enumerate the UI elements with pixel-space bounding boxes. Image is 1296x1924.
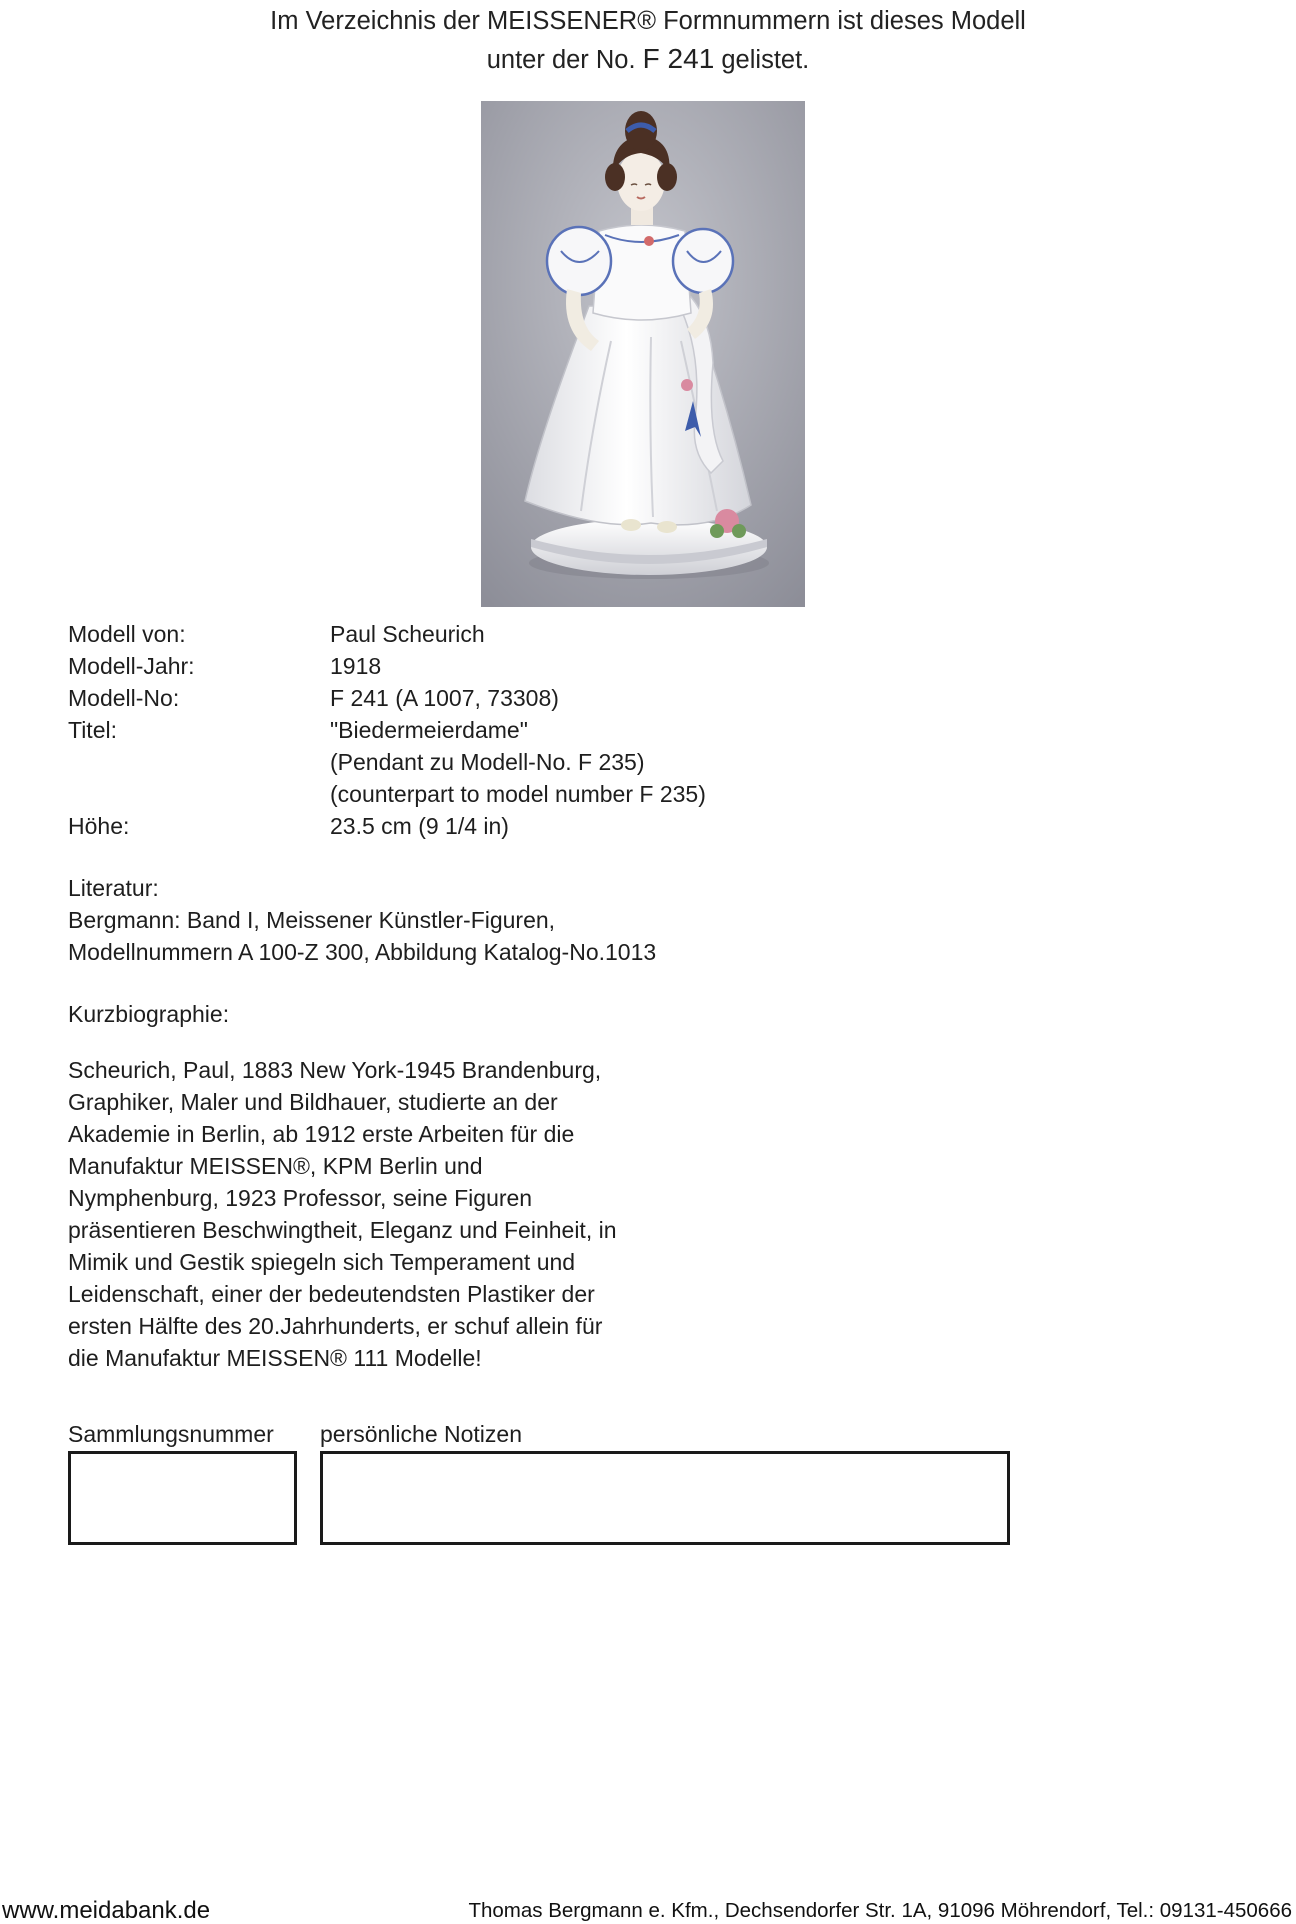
collection-number-box[interactable] bbox=[68, 1451, 297, 1545]
detail-value: (Pendant zu Modell-No. F 235) bbox=[330, 749, 645, 775]
biography-line: Graphiker, Maler und Bildhauer, studierte an der bbox=[68, 1089, 558, 1115]
detail-label bbox=[68, 746, 330, 778]
personal-notes-box[interactable] bbox=[320, 1451, 1010, 1545]
detail-value: Paul Scheurich bbox=[330, 621, 485, 647]
header-model-number: F 241 bbox=[642, 43, 715, 74]
biography-line: Nymphenburg, 1923 Professor, seine Figuren bbox=[68, 1185, 533, 1211]
literature-title: Literatur: bbox=[68, 875, 159, 901]
figurine-illustration bbox=[481, 101, 805, 607]
detail-label: Modell von: bbox=[68, 621, 186, 647]
detail-value: 1918 bbox=[330, 653, 382, 679]
literature-text bbox=[68, 904, 656, 968]
biography-line: ersten Hälfte des 20.Jahrhunderts, er schuf allein für bbox=[68, 1313, 603, 1339]
detail-value: "Biedermeierdame" bbox=[330, 717, 528, 743]
detail-row-height bbox=[68, 810, 706, 842]
detail-row-author bbox=[68, 618, 706, 650]
biography-line: Manufaktur MEISSEN®, KPM Berlin und bbox=[68, 1153, 483, 1179]
page-header bbox=[0, 2, 1296, 79]
detail-row-counterpart bbox=[68, 778, 706, 810]
detail-value: 23.5 cm (9 1/4 in) bbox=[330, 813, 509, 839]
detail-row-year bbox=[68, 650, 706, 682]
biography-title: Kurzbiographie: bbox=[68, 1001, 230, 1027]
header-line-2-suffix: gelistet. bbox=[721, 46, 810, 74]
footer-website[interactable]: www.meidabank.de bbox=[2, 1897, 211, 1924]
biography-line: Mimik und Gestik spiegeln sich Temperament und bbox=[68, 1249, 576, 1275]
biography-line: Scheurich, Paul, 1883 New York-1945 Brandenburg, bbox=[68, 1057, 602, 1083]
figurine-photo bbox=[481, 101, 805, 607]
detail-value: F 241 (A 1007, 73308) bbox=[330, 685, 559, 711]
literature-line: Bergmann: Band I, Meissener Künstler-Figuren, bbox=[68, 907, 556, 933]
biography-line: Akademie in Berlin, ab 1912 erste Arbeiten für die bbox=[68, 1121, 575, 1147]
header-line-2-prefix: unter der No. bbox=[486, 46, 636, 74]
detail-label: Modell-No: bbox=[68, 685, 180, 711]
footer-address: Thomas Bergmann e. Kfm., Dechsendorfer Str. 1A, 91096 Möhrendorf, Tel.: 09131-450666 bbox=[468, 1899, 1292, 1922]
personal-notes-label: persönliche Notizen bbox=[320, 1421, 523, 1447]
detail-row-pendant bbox=[68, 746, 706, 778]
detail-label: Höhe: bbox=[68, 813, 130, 839]
biography-line: präsentieren Beschwingtheit, Eleganz und Feinheit, in bbox=[68, 1217, 617, 1243]
literature-line: Modellnummern A 100-Z 300, Abbildung Katalog-No.1013 bbox=[68, 939, 657, 965]
detail-label: Titel: bbox=[68, 717, 117, 743]
collection-number-label: Sammlungsnummer bbox=[68, 1421, 274, 1447]
header-line-1: Im Verzeichnis der MEISSENER® Formnummern ist dieses Modell bbox=[270, 7, 1026, 35]
detail-row-model-no bbox=[68, 682, 706, 714]
detail-value: (counterpart to model number F 235) bbox=[330, 781, 706, 807]
biography-text bbox=[68, 1054, 617, 1374]
detail-row-title bbox=[68, 714, 706, 746]
detail-label: Modell-Jahr: bbox=[68, 653, 195, 679]
detail-label bbox=[68, 778, 330, 810]
biography-line: Leidenschaft, einer der bedeutendsten Plastiker der bbox=[68, 1281, 595, 1307]
model-details bbox=[68, 618, 706, 842]
biography-line: die Manufaktur MEISSEN® 111 Modelle! bbox=[68, 1345, 482, 1371]
header-line-2 bbox=[0, 40, 1296, 79]
